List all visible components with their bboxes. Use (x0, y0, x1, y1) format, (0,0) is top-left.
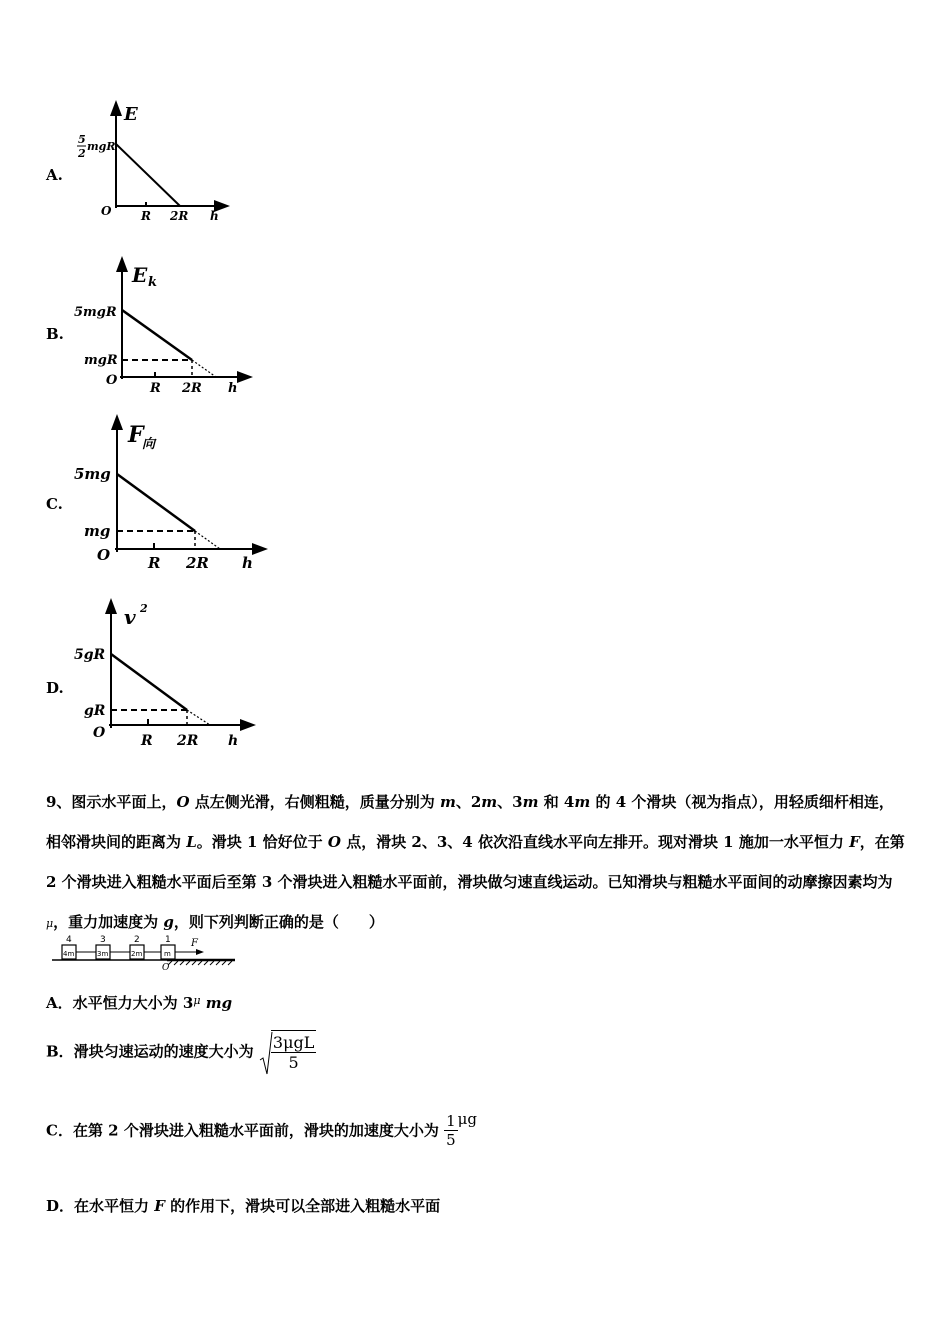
x-axis-label: h (228, 381, 238, 396)
choice-b[interactable]: B．滑块匀速运动的速度大小为 $\frac{\text{3μgL}}{5}$ (46, 1030, 316, 1072)
x-axis-label: h (242, 554, 253, 572)
graph-line (117, 474, 195, 531)
y-axis-label: E (132, 263, 148, 287)
choice-a[interactable]: A．水平恒力大小为 $3^\mu$ mg (46, 994, 233, 1012)
y-axis-label: F (128, 422, 144, 448)
y-axis-sub: 向 (142, 437, 156, 452)
x-tick-2r: 2R (170, 209, 189, 223)
x-axis-label: h (228, 733, 239, 749)
origin-label: O (93, 725, 106, 741)
graph-a (70, 98, 240, 228)
x-tick-r: R (141, 733, 153, 749)
frac-num: 5 (78, 133, 86, 146)
block-1-num: 1 (165, 935, 171, 945)
y-top-label: 5mgR (74, 305, 117, 320)
y-top-label: 5mg (74, 465, 111, 483)
x-tick-2r: 2R (182, 381, 202, 396)
sqrt-expression: $\frac{\text{3μgL}}{5}$ (259, 1030, 316, 1072)
option-b-label: B. (46, 325, 64, 343)
x-tick-r: R (141, 209, 151, 223)
option-c-label: C. (46, 495, 63, 513)
sliding-blocks-diagram (50, 932, 240, 974)
graph-line (122, 310, 192, 360)
block-1-mass: m (164, 950, 171, 958)
extension-dotted (192, 360, 216, 377)
x-tick-r: R (148, 554, 161, 572)
graph-d (70, 598, 260, 753)
origin-label: O (97, 546, 111, 564)
frac-den: 2 (78, 147, 86, 160)
x-tick-2r: 2R (186, 554, 209, 572)
extension-dotted (187, 710, 210, 725)
y-low-label: mg (84, 522, 111, 540)
y-axis-label: E (124, 104, 138, 125)
force-label: F (191, 938, 198, 949)
block-2-mass: 2m (131, 950, 143, 958)
origin-label: O (162, 963, 170, 973)
option-d-label: D. (46, 679, 64, 697)
question-9-text: 9、图示水平面上，O 点左侧光滑，右侧粗糙，质量分别为 m、2m、3m 和 4m 的 4 个滑块（视为指点），用轻质细杆相连，相邻滑块间的距离为 L。滑块 1 恰好位于 O 点，滑块 2、3、4 依次沿直线水平向左排开。现对滑块 1 施加一水平恒力 F，在第 2 个滑块进入粗糙水平面后至第 3 个滑块进入粗糙水平面前，滑块做匀速直线运动。已知滑块与粗糙水平面间的动摩擦因素均为 μ，重力加速度为 g，则下列判断正确的是（ ） (46, 793, 905, 931)
x-tick-2r: 2R (177, 733, 199, 749)
x-axis-label: h (210, 209, 219, 223)
choice-c[interactable]: C．在第 2 个滑块进入粗糙水平面前，滑块的加速度大小为 $\frac{1}{5}$ μg (46, 1110, 477, 1149)
choice-d[interactable]: D．在水平恒力 F 的作用下，滑块可以全部进入粗糙水平面 (46, 1197, 441, 1215)
y-axis-sub: k (148, 275, 158, 290)
y-axis-label: v (124, 605, 136, 629)
extension-dotted (195, 531, 220, 549)
block-3-num: 3 (100, 935, 106, 945)
y-top-label: mgR (87, 140, 116, 153)
y-axis-sup: 2 (140, 602, 148, 615)
block-4-num: 4 (66, 935, 72, 945)
graph-line (111, 654, 187, 710)
y-low-label: mgR (84, 353, 118, 368)
graph-b (70, 254, 260, 399)
block-3-mass: 3m (97, 950, 109, 958)
graph-line (116, 144, 180, 206)
block-4-mass: 4m (63, 950, 75, 958)
y-top-label: 5gR (74, 647, 106, 663)
graph-c (70, 414, 270, 574)
x-tick-r: R (150, 381, 161, 396)
origin-label: O (101, 204, 112, 218)
option-a-label: A. (46, 166, 63, 184)
origin-label: O (106, 373, 118, 388)
block-2-num: 2 (134, 935, 140, 945)
y-low-label: gR (84, 703, 106, 719)
